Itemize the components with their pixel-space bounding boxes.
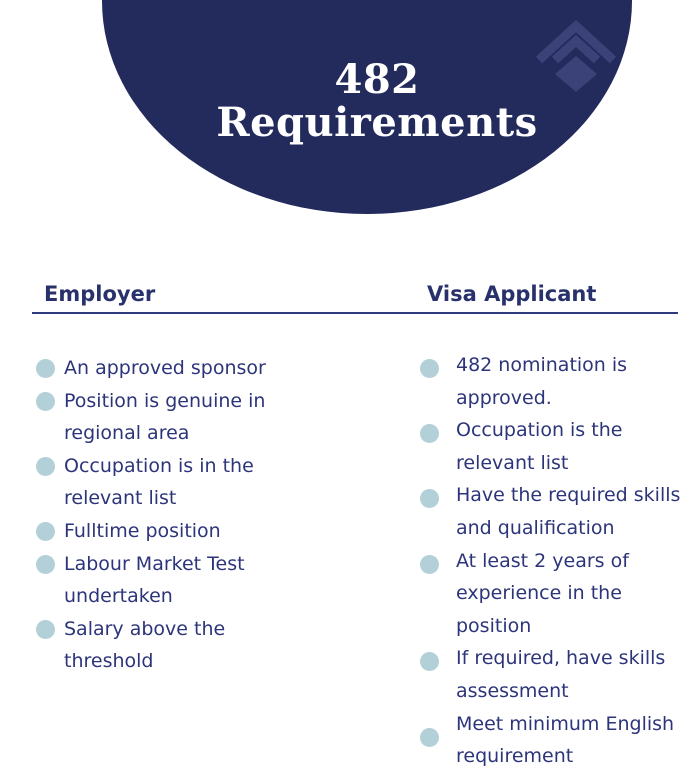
title-word: Requirements (216, 99, 538, 146)
list-item (418, 479, 693, 544)
employer-list (34, 352, 294, 678)
list-item (418, 545, 693, 643)
list-item-text: If required, have skills assessment (456, 647, 666, 702)
list-item (418, 642, 693, 707)
list-item (34, 548, 294, 613)
bullet-icon (36, 522, 55, 541)
list-item (418, 349, 693, 414)
bullet-icon (420, 555, 439, 574)
employer-heading: Employer (44, 282, 156, 306)
list-item (34, 450, 294, 515)
bullet-icon (420, 728, 439, 747)
list-item (34, 352, 294, 385)
bullet-icon (36, 457, 55, 476)
title-number: 482 (334, 56, 420, 103)
bullet-icon (36, 555, 55, 574)
bullet-icon (36, 392, 55, 411)
visa-applicant-heading: Visa Applicant (427, 282, 597, 306)
list-item-text: An approved sponsor (64, 357, 266, 379)
divider (32, 312, 678, 314)
bullet-icon (420, 652, 439, 671)
bullet-icon (420, 424, 439, 443)
bullet-icon (420, 489, 439, 508)
list-item (418, 708, 693, 773)
list-item-text: Labour Market Test undertaken (64, 552, 245, 608)
list-item-text: Meet minimum English requirement (456, 712, 675, 768)
list-item (418, 414, 693, 479)
list-item-text: Have the required skills and qualification (456, 484, 681, 539)
list-item-text: Fulltime position (64, 519, 221, 542)
list-item (34, 515, 294, 548)
list-item-text: 482 nomination is approved. (456, 354, 628, 409)
list-item (34, 613, 294, 678)
list-item-text: Occupation is in the relevant list (64, 454, 254, 510)
bullet-icon (36, 620, 55, 639)
bullet-icon (420, 359, 439, 378)
visa-applicant-list (418, 349, 693, 773)
page-title (200, 58, 554, 144)
list-item-text: At least 2 years of experience in the position (456, 549, 629, 637)
list-item-text: Occupation is the relevant list (456, 419, 623, 474)
list-item-text: Salary above the threshold (64, 617, 226, 673)
bullet-icon (36, 359, 55, 378)
list-item-text: Position is genuine in regional area (64, 389, 266, 445)
list-item (34, 385, 294, 450)
